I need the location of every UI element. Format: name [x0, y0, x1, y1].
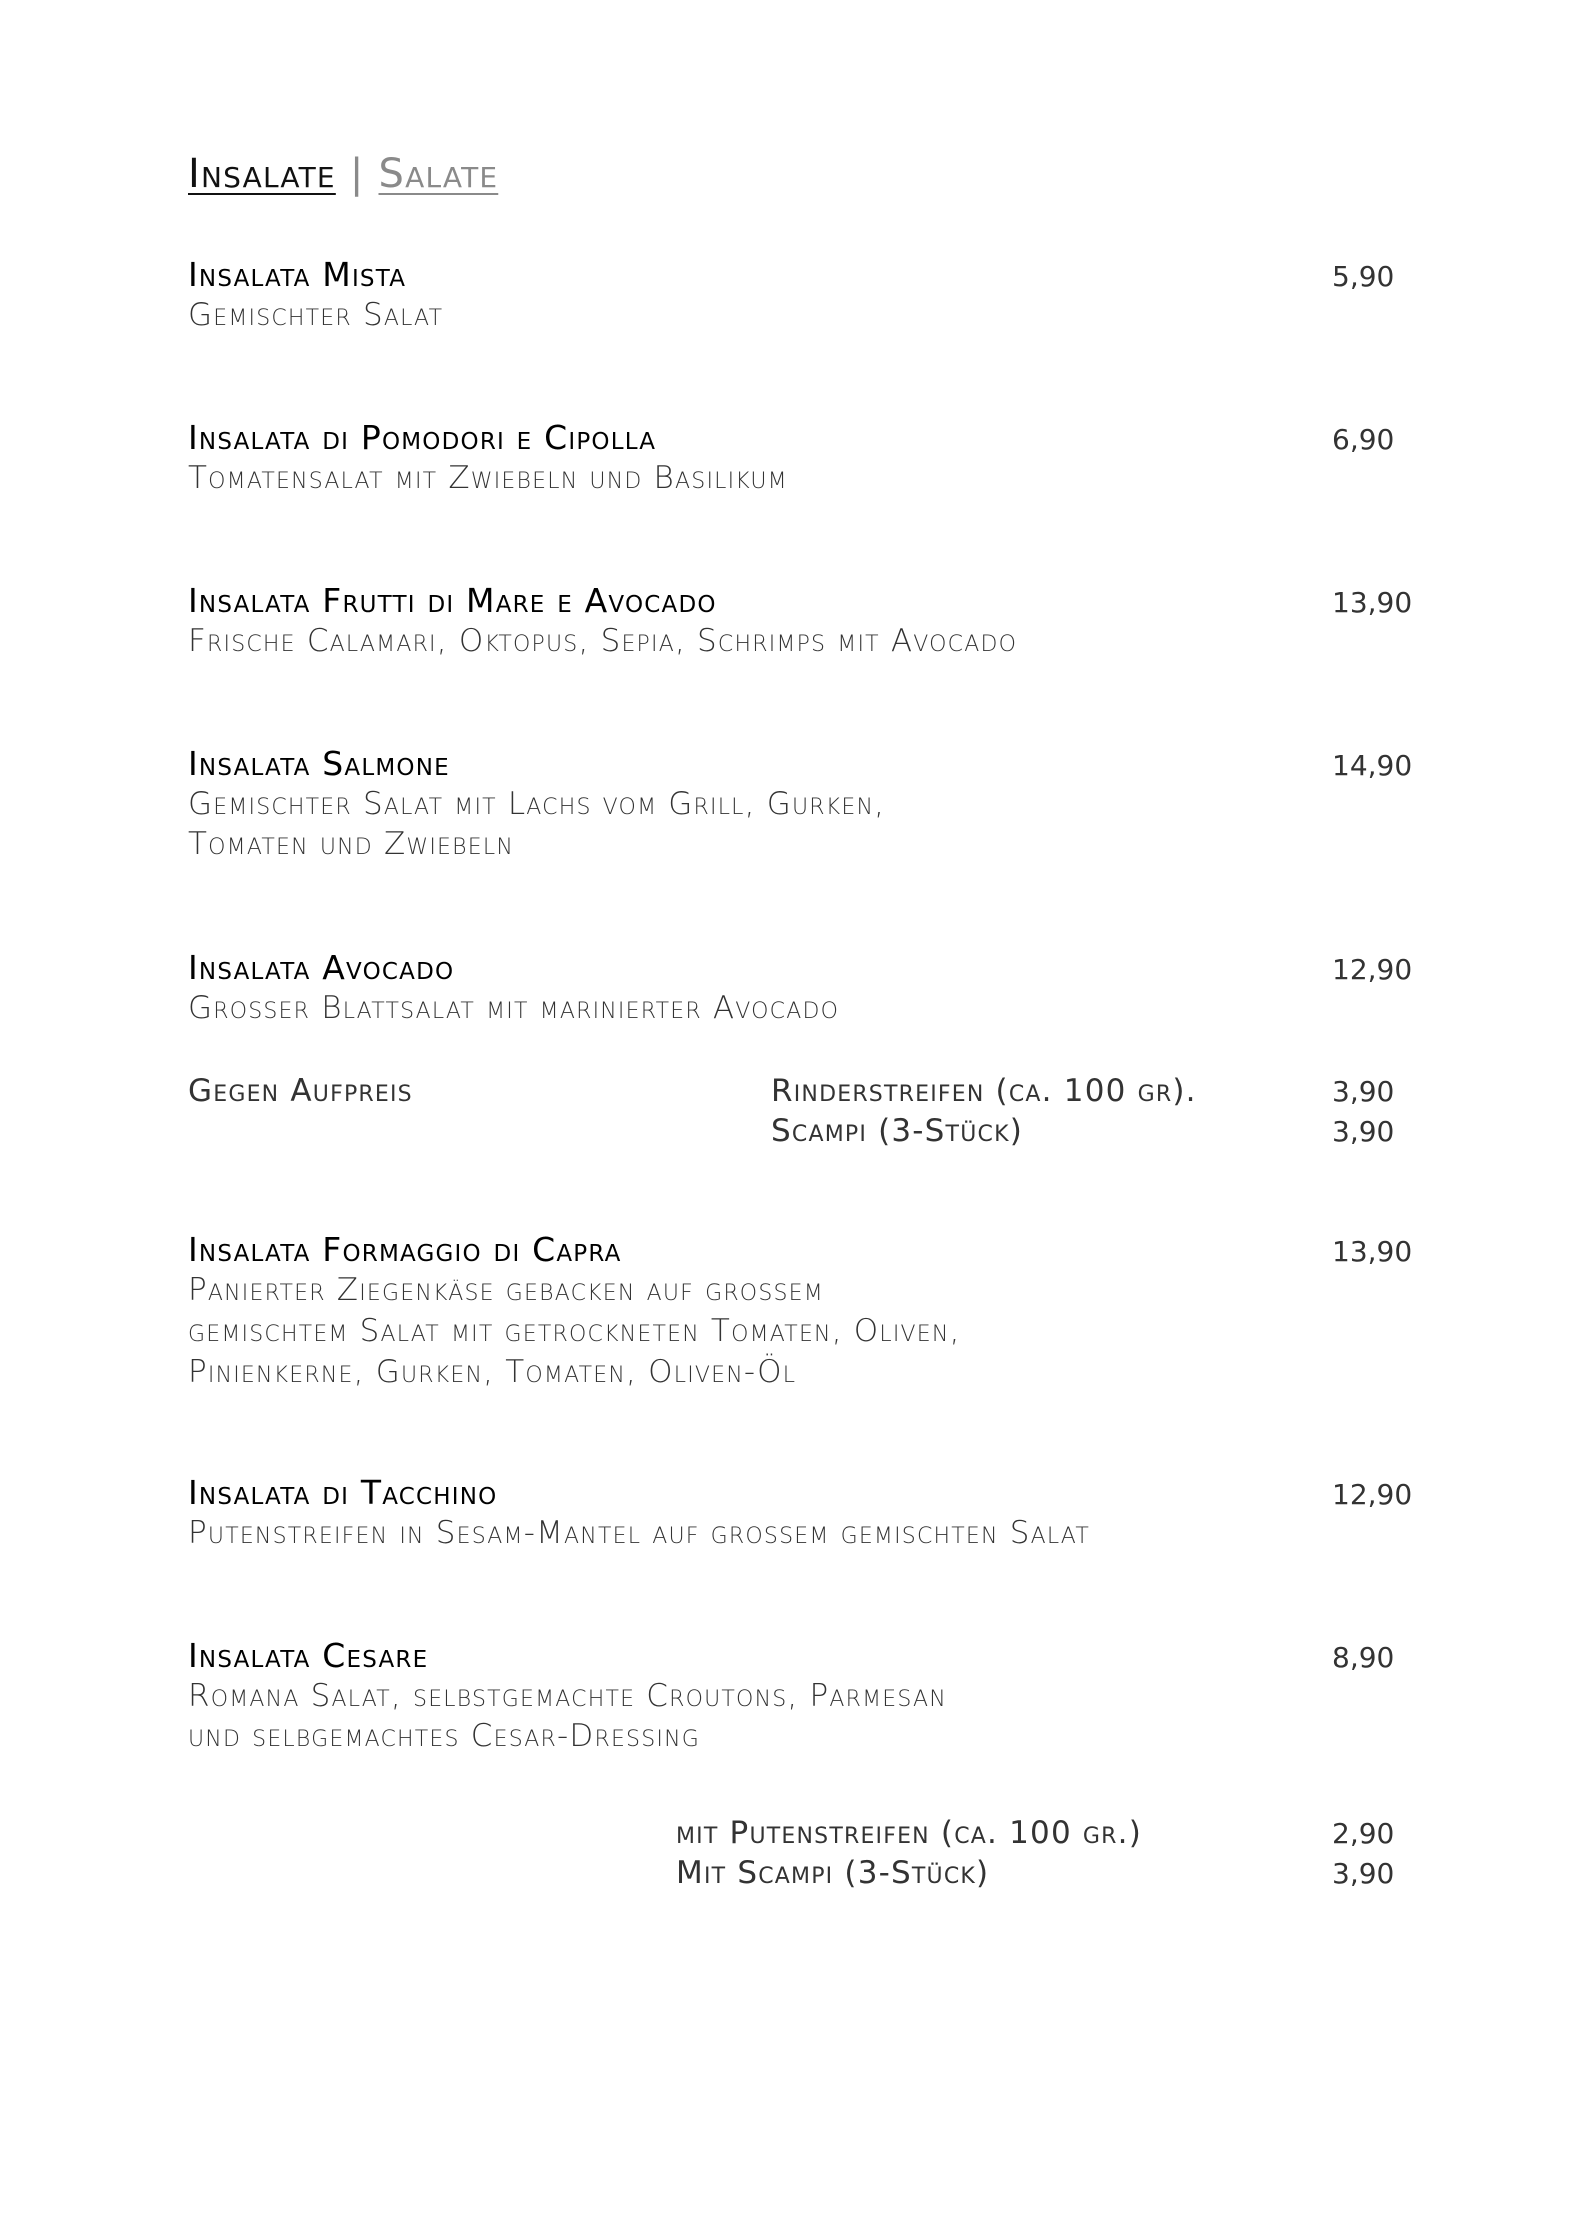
menu-item-desc: Pinienkerne, Gurken, Tomaten, Oliven-Öl — [188, 1354, 797, 1390]
menu-item-desc: und selbgemachtes Cesar-Dressing — [188, 1718, 700, 1754]
extras-label: Gegen Aufpreis — [188, 1073, 413, 1109]
extra-option: mit Putenstreifen (ca. 100 gr.) — [676, 1815, 1143, 1851]
menu-item-desc: gemischtem Salat mit getrockneten Tomaten, Oliven, — [188, 1313, 961, 1349]
menu-item-desc: Tomaten und Zwiebeln — [188, 826, 514, 862]
menu-item-price: 14,90 — [1332, 749, 1413, 782]
menu-item-name: Insalata di Pomodori e Cipolla — [188, 418, 657, 457]
menu-item-desc: Tomatensalat mit Zwiebeln und Basilikum — [188, 460, 788, 496]
extra-option: Rinderstreifen (ca. 100 gr). — [771, 1073, 1197, 1109]
menu-item-desc: Gemischter Salat mit Lachs vom Grill, Gurken, — [188, 786, 886, 822]
menu-item-desc: Romana Salat, selbstgemachte Croutons, Parmesan — [188, 1678, 947, 1714]
menu-item-desc: Grosser Blattsalat mit marinierter Avocado — [188, 990, 840, 1026]
extra-price: 3,90 — [1332, 1115, 1395, 1148]
menu-item-name: Insalata di Tacchino — [188, 1473, 498, 1512]
menu-item-price: 6,90 — [1332, 423, 1395, 456]
menu-item-desc: Frische Calamari, Oktopus, Sepia, Schrimps mit Avocado — [188, 623, 1018, 659]
title-german: Salate — [378, 151, 499, 197]
menu-item-name: Insalata Mista — [188, 255, 407, 294]
extra-price: 3,90 — [1332, 1857, 1395, 1890]
menu-item-name: Insalata Salmone — [188, 744, 450, 783]
menu-item-price: 12,90 — [1332, 1478, 1413, 1511]
menu-item-price: 5,90 — [1332, 260, 1395, 293]
extra-option: Mit Scampi (3-Stück) — [676, 1855, 990, 1891]
menu-item-desc: Panierter Ziegenkäse gebacken auf grossem — [188, 1272, 824, 1308]
title-italian: Insalate — [188, 151, 336, 197]
menu-item-name: Insalata Avocado — [188, 948, 455, 987]
extra-price: 2,90 — [1332, 1817, 1395, 1850]
extra-price: 3,90 — [1332, 1075, 1395, 1108]
menu-item-name: Insalata Frutti di Mare e Avocado — [188, 581, 717, 620]
menu-item-price: 12,90 — [1332, 953, 1413, 986]
menu-item-name: Insalata Formaggio di Capra — [188, 1230, 622, 1269]
menu-item-price: 13,90 — [1332, 1235, 1413, 1268]
title-separator: | — [349, 151, 365, 197]
page-title — [188, 148, 498, 200]
menu-item-name: Insalata Cesare — [188, 1636, 429, 1675]
extra-option: Scampi (3-Stück) — [771, 1113, 1023, 1149]
menu-item-desc: Gemischter Salat — [188, 297, 444, 333]
menu-item-price: 13,90 — [1332, 586, 1413, 619]
menu-item-desc: Putenstreifen in Sesam-Mantel auf grossem gemischten Salat — [188, 1515, 1090, 1551]
menu-item-price: 8,90 — [1332, 1641, 1395, 1674]
